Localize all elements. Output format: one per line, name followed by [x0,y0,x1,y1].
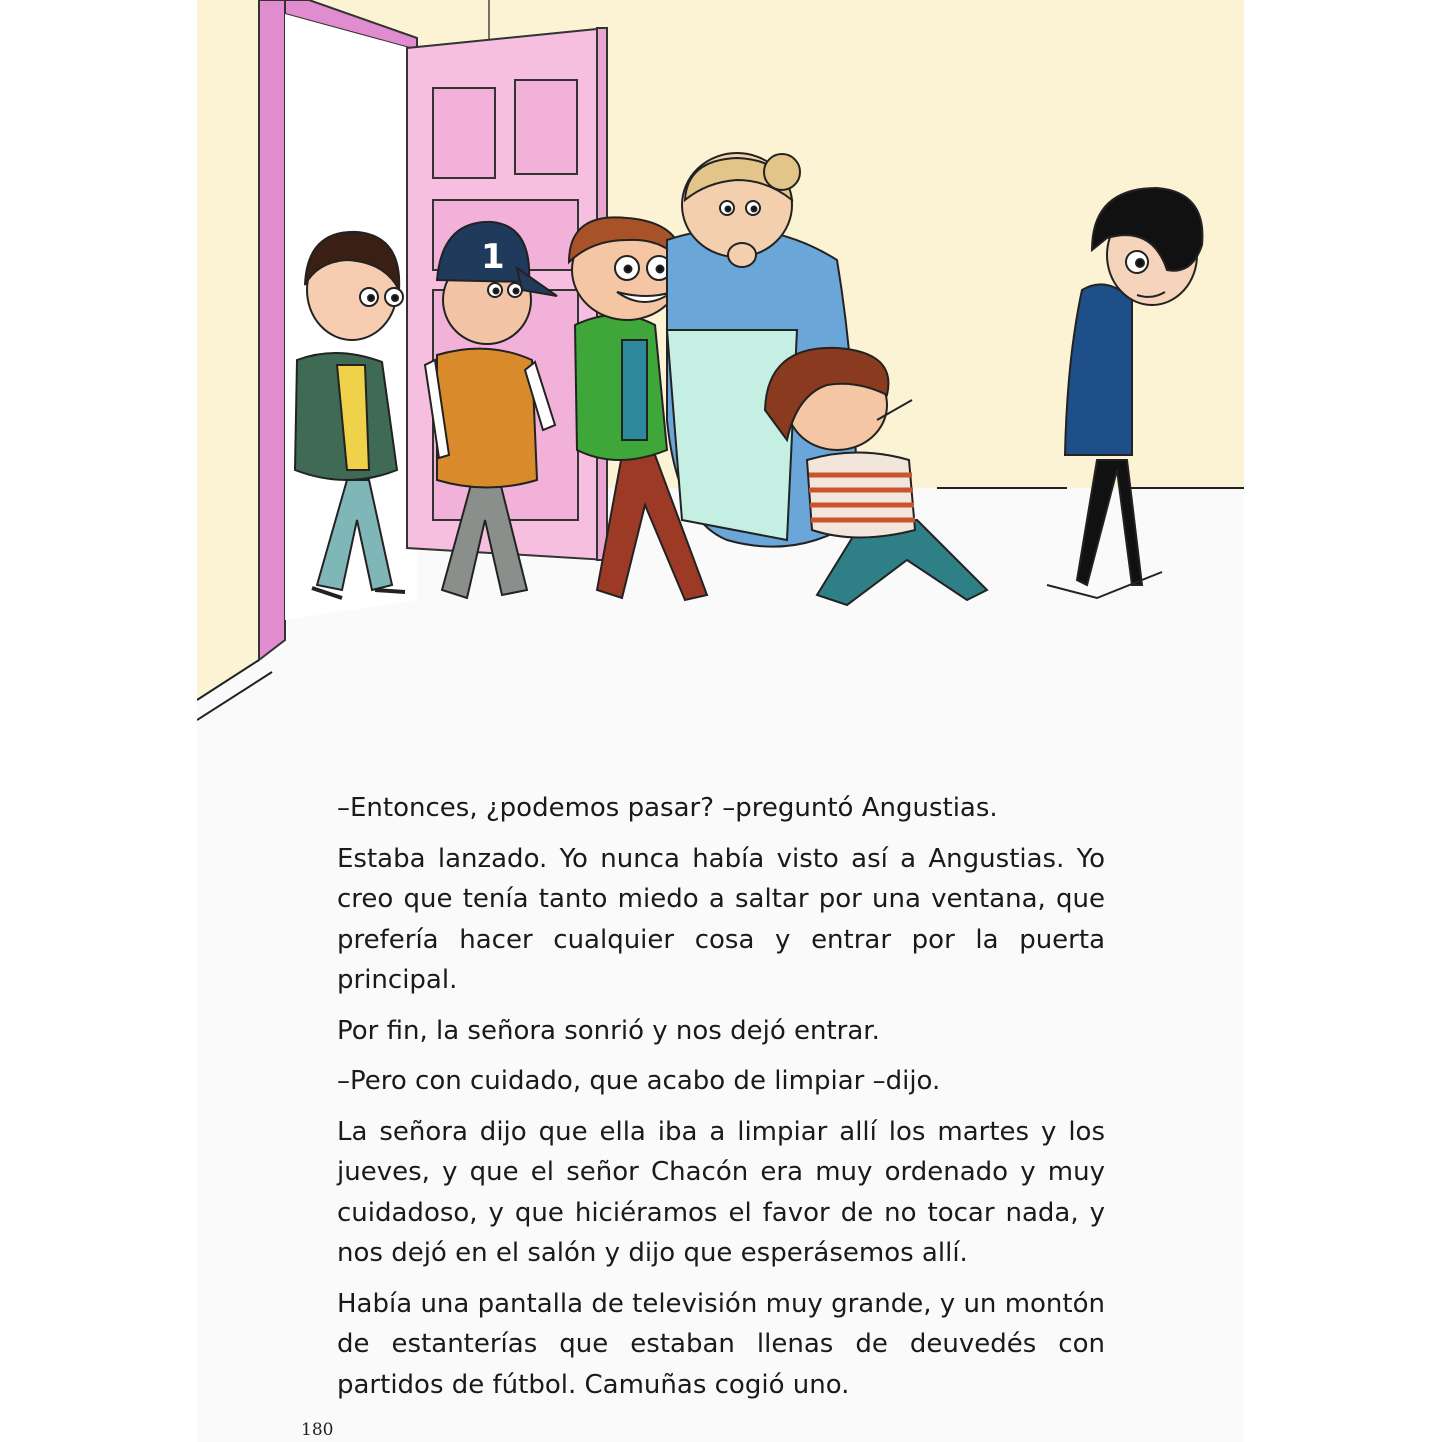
cap-number: 1 [481,237,505,277]
paragraph: Había una pantalla de televisión muy grande, y un montón de estanterías que estaban llenas de deuvedés con partidos de fútbol. Camuñas cogió uno. [337,1288,1105,1400]
paragraph: Estaba lanzado. Yo nunca había visto así a Angustias. Yo creo que tenía tanto miedo a saltar por una ventana, que prefería hacer cualquier cosa y entrar por la puerta principal. [337,843,1105,995]
illustration-kids-at-door [197,0,1244,730]
side-wall [197,0,259,700]
paragraph: La señora dijo que ella iba a limpiar allí los martes y los jueves, y que el señor Chacón era muy ordenado y muy cuidadoso, y que hiciéramos el favor de no tocar nada, y nos dejó en el salón y dijo que esperásemos allí. [337,1116,1105,1268]
page-number: 180 [301,1420,334,1440]
book-page [197,0,1244,1442]
paragraph: –Entonces, ¿podemos pasar? –preguntó Angustias. [337,793,998,823]
paragraph: –Pero con cuidado, que acabo de limpiar –dijo. [337,1066,941,1096]
paragraph: Por fin, la señora sonrió y nos dejó entrar. [337,1015,880,1046]
story-text [337,788,1105,1415]
